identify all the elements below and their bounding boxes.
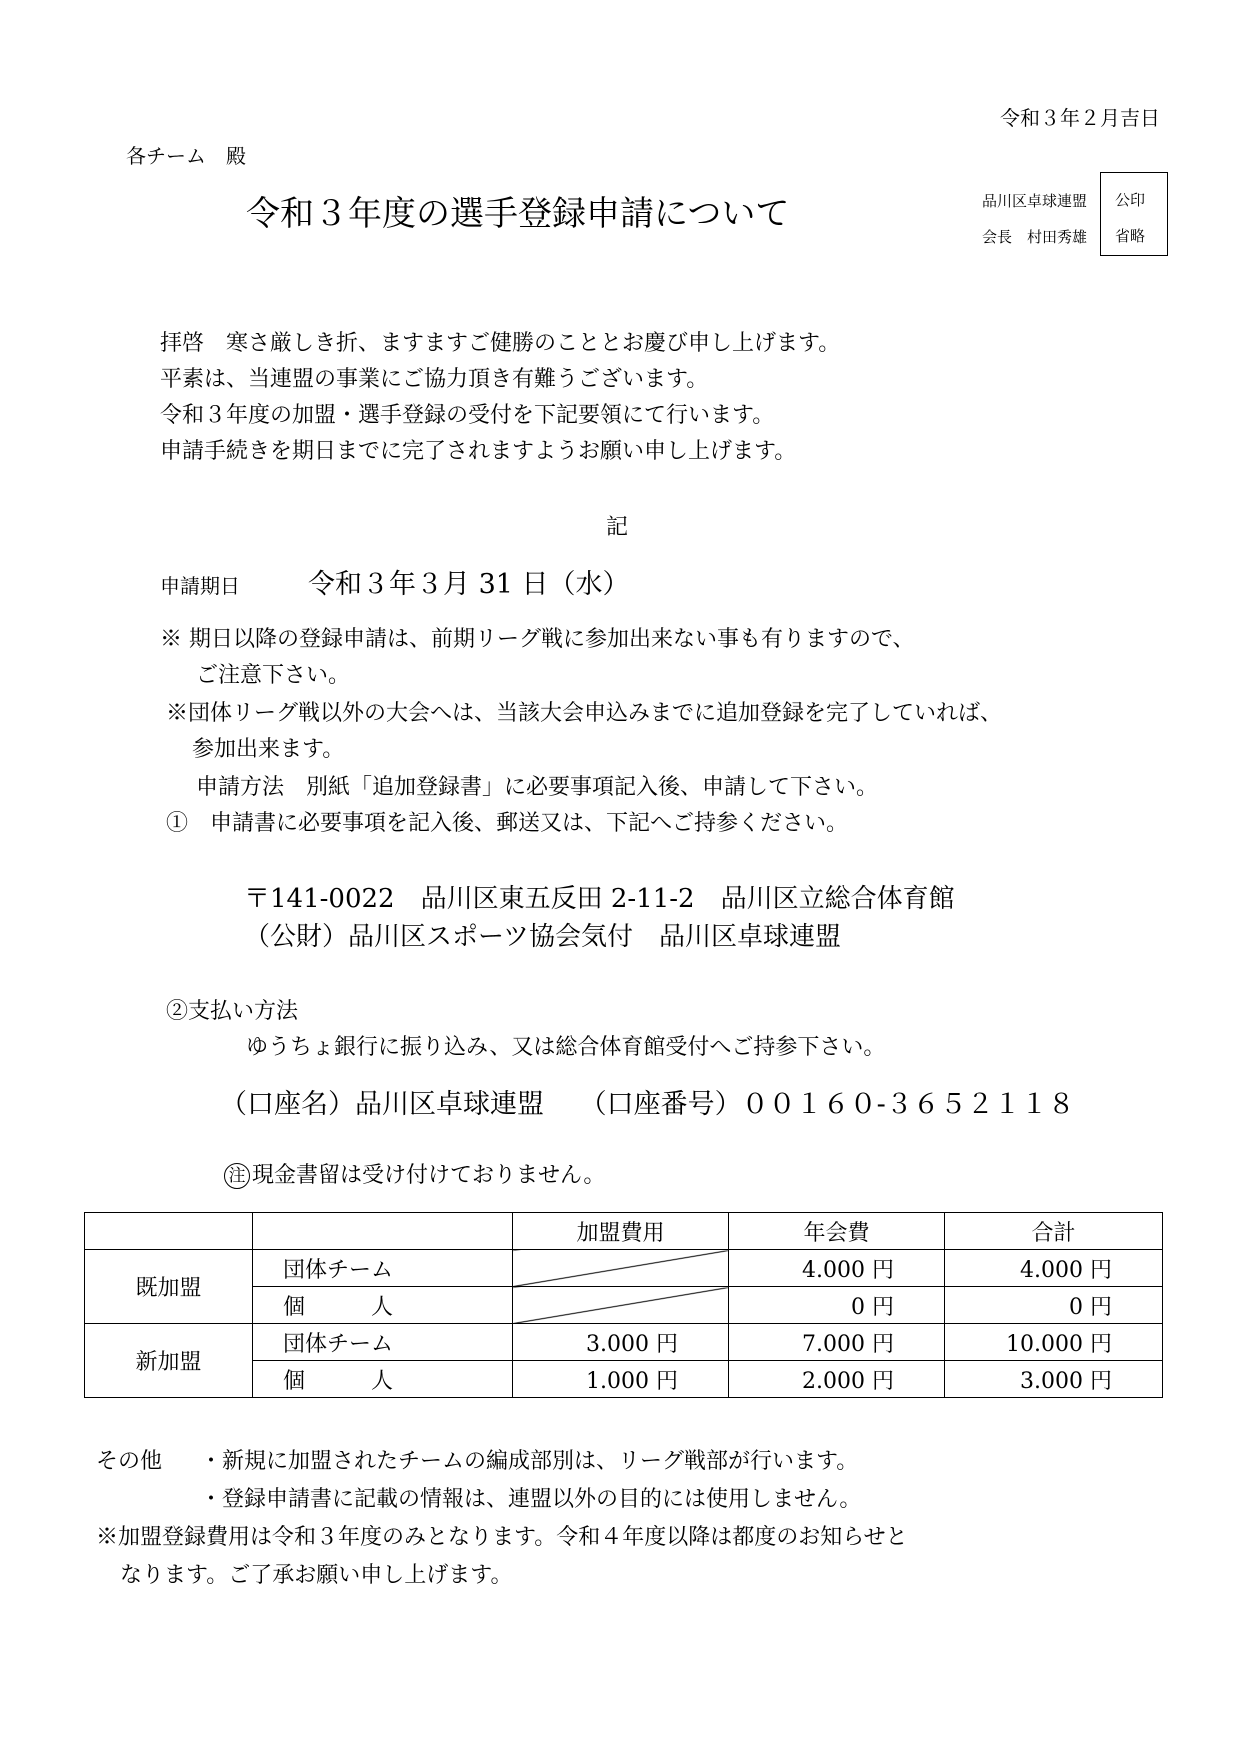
- greeting-line-3: 令和３年度の加盟・選手登録の受付を下記要領にて行います。: [160, 403, 775, 428]
- payment-heading: ②支払い方法: [166, 999, 299, 1024]
- sender-org: 品川区卓球連盟: [982, 192, 1088, 210]
- annual-fee: 2.000 円: [729, 1361, 945, 1398]
- header-join-fee: 加盟費用: [513, 1213, 729, 1250]
- row-type: 団体チーム: [253, 1324, 513, 1361]
- cash-note-text: 現金書留は受け付けておりません。: [252, 1163, 606, 1188]
- seal-box: [1100, 172, 1168, 256]
- seal-text-top: 公印: [1115, 191, 1146, 209]
- row-type: 団体チーム: [253, 1250, 513, 1287]
- join-fee-na: [513, 1287, 729, 1324]
- greeting-line-4: 申請手続きを期日までに完了されますようお願い申し上げます。: [160, 439, 797, 464]
- table-row: [85, 1250, 1163, 1287]
- greeting-line-2: 平素は、当連盟の事業にご協力頂き有難うございます。: [160, 367, 709, 392]
- issue-date: 令和３年２月吉日: [1000, 106, 1160, 130]
- annual-fee: 0 円: [729, 1287, 945, 1324]
- header-annual-fee: 年会費: [729, 1213, 945, 1250]
- total-fee: 3.000 円: [945, 1361, 1163, 1398]
- table-header-row: [85, 1213, 1163, 1250]
- cash-note: [224, 1158, 605, 1189]
- fee-table: [84, 1212, 1163, 1398]
- join-fee: 1.000 円: [513, 1361, 729, 1398]
- annual-fee: 7.000 円: [729, 1324, 945, 1361]
- greeting-line-1: 拝啓 寒さ厳しき折、ますますご健勝のこととお慶び申し上げます。: [160, 331, 841, 356]
- deadline-label: 申請期日: [160, 574, 240, 598]
- group-new: 新加盟: [85, 1324, 253, 1398]
- table-row: [85, 1324, 1163, 1361]
- other-item-2: ・登録申請書に記載の情報は、連盟以外の目的には使用しません。: [200, 1487, 862, 1512]
- note-circle-mark: 注: [224, 1163, 250, 1189]
- row-type: 個 人: [253, 1287, 513, 1324]
- join-fee: 3.000 円: [513, 1324, 729, 1361]
- address-line-2: （公財）品川区スポーツ協会気付 品川区卓球連盟: [244, 922, 841, 952]
- note-line-5: 申請方法 別紙「追加登録書」に必要事項記入後、申請して下さい。: [196, 775, 879, 800]
- addressee: 各チーム 殿: [126, 144, 246, 168]
- note-line-6: ① 申請書に必要事項を記入後、郵送又は、下記へご持参ください。: [166, 811, 849, 836]
- annual-fee: 4.000 円: [729, 1250, 945, 1287]
- ki-heading: 記: [606, 515, 629, 540]
- deadline-value: 令和３年３月 31 日（水）: [308, 569, 630, 600]
- group-existing: 既加盟: [85, 1250, 253, 1324]
- join-fee-na: [513, 1250, 729, 1287]
- bank-account: （口座名）品川区卓球連盟 （口座番号）００１６０-３６５２１１８: [220, 1089, 1075, 1120]
- other-label: その他: [96, 1449, 163, 1474]
- header-cell-blank-1: [85, 1213, 253, 1250]
- note-line-4: 参加出来ます。: [192, 737, 345, 762]
- row-type: 個 人: [253, 1361, 513, 1398]
- header-total: 合計: [945, 1213, 1163, 1250]
- note-line-2: ご注意下さい。: [196, 663, 351, 688]
- total-fee: 10.000 円: [945, 1324, 1163, 1361]
- footer-line-1: ※加盟登録費用は令和３年度のみとなります。令和４年度以降は都度のお知らせと: [96, 1525, 908, 1550]
- document-title: 令和３年度の選手登録申請について: [246, 194, 790, 234]
- seal-text-bottom: 省略: [1115, 227, 1146, 245]
- note-line-1: ※ 期日以降の登録申請は、前期リーグ戦に参加出来ない事も有りますので、: [160, 627, 915, 652]
- header-cell-blank-2: [253, 1213, 513, 1250]
- payment-description: ゆうちょ銀行に振り込み、又は総合体育館受付へご持参下さい。: [246, 1035, 886, 1060]
- note-line-3: ※団体リーグ戦以外の大会へは、当該大会申込みまでに追加登録を完了していれば、: [166, 701, 1003, 726]
- total-fee: 0 円: [945, 1287, 1163, 1324]
- footer-line-2: なります。ご了承お願い申し上げます。: [120, 1563, 513, 1588]
- address-line-1: 〒141-0022 品川区東五反田 2-11-2 品川区立総合体育館: [244, 884, 955, 914]
- other-item-1: ・新規に加盟されたチームの編成部別は、リーグ戦部が行います。: [200, 1449, 859, 1474]
- total-fee: 4.000 円: [945, 1250, 1163, 1287]
- sender-president: 会長 村田秀雄: [982, 228, 1088, 246]
